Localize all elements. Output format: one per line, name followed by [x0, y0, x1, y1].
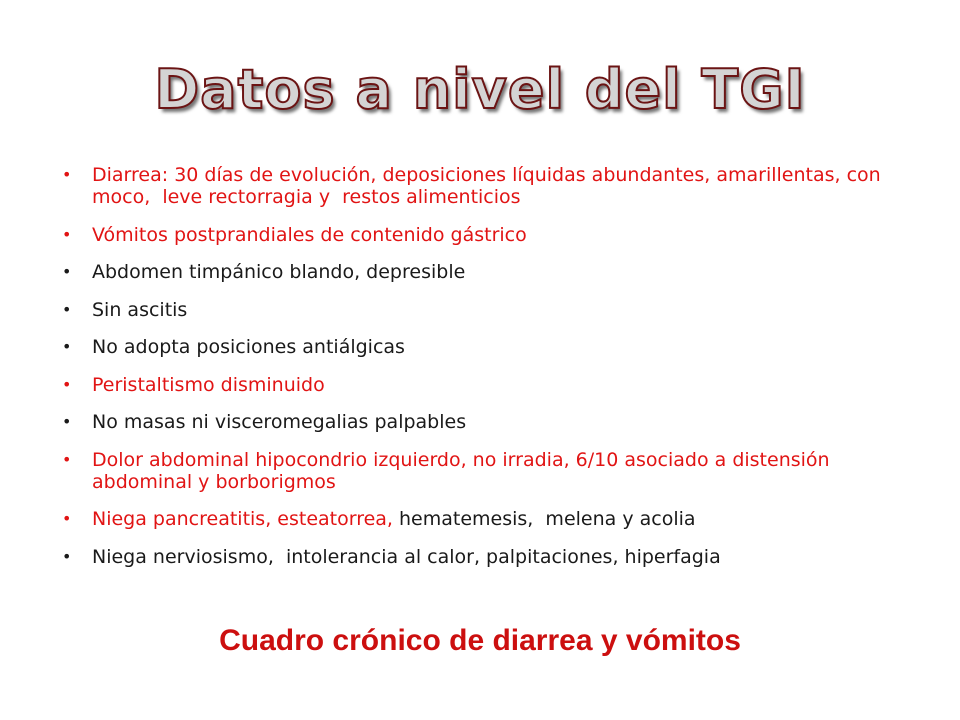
bullet-item [60, 508, 910, 530]
bullet-item [60, 336, 910, 358]
bullet-dot-icon: • [62, 337, 72, 356]
bullet-text: Sin ascitis [92, 298, 188, 321]
bullet-text: Abdomen timpánico blando, depresible [92, 261, 466, 283]
bullet-dot-icon: • [62, 165, 72, 184]
bullet-dot-icon: • [62, 374, 72, 394]
bullet-text: No adopta posiciones antiálgicas [92, 336, 405, 358]
bullet-dot-icon: • [62, 299, 72, 319]
bullet-dot-icon: • [62, 546, 72, 566]
bullet-item [60, 261, 910, 283]
bullet-text: Vómitos postprandiales de contenido gástrico [92, 223, 527, 246]
bullet-dot-icon: • [62, 224, 72, 244]
bullet-item [60, 546, 910, 568]
bullet-text: No masas ni visceromegalias palpables [92, 411, 467, 433]
bullet-text: Dolor abdominal hipocondrio izquierdo, no irradia, 6/10 asociado a distensión abdominal y borborigmos [92, 448, 836, 493]
bullet-item [60, 449, 910, 493]
slide-title: Datos a nivel del TGI [154, 58, 806, 121]
bullet-text: Niega pancreatitis, esteatorrea, [92, 508, 400, 530]
slide-conclusion: Cuadro crónico de diarrea y vómitos [219, 624, 741, 657]
bullet-dot-icon: • [62, 509, 72, 528]
bullet-list [60, 164, 910, 583]
bullet-dot-icon: • [62, 449, 72, 469]
bullet-dot-icon: • [62, 412, 72, 431]
bullet-item [60, 411, 910, 433]
bullet-item [60, 164, 910, 208]
bullet-text: Niega nerviosismo, intolerancia al calor, palpitaciones, hiperfagia [92, 545, 721, 568]
bullet-dot-icon: • [62, 262, 72, 281]
bullet-text: hematemesis, melena y acolia [399, 508, 696, 530]
bullet-text: Peristaltismo disminuido [92, 373, 325, 396]
bullet-item [60, 299, 910, 321]
bullet-item [60, 374, 910, 396]
bullet-text: Diarrea: 30 días de evolución, deposiciones líquidas abundantes, amarillentas, con moco, leve rectorragia y restos alimenticios [92, 164, 887, 208]
bullet-item [60, 224, 910, 246]
